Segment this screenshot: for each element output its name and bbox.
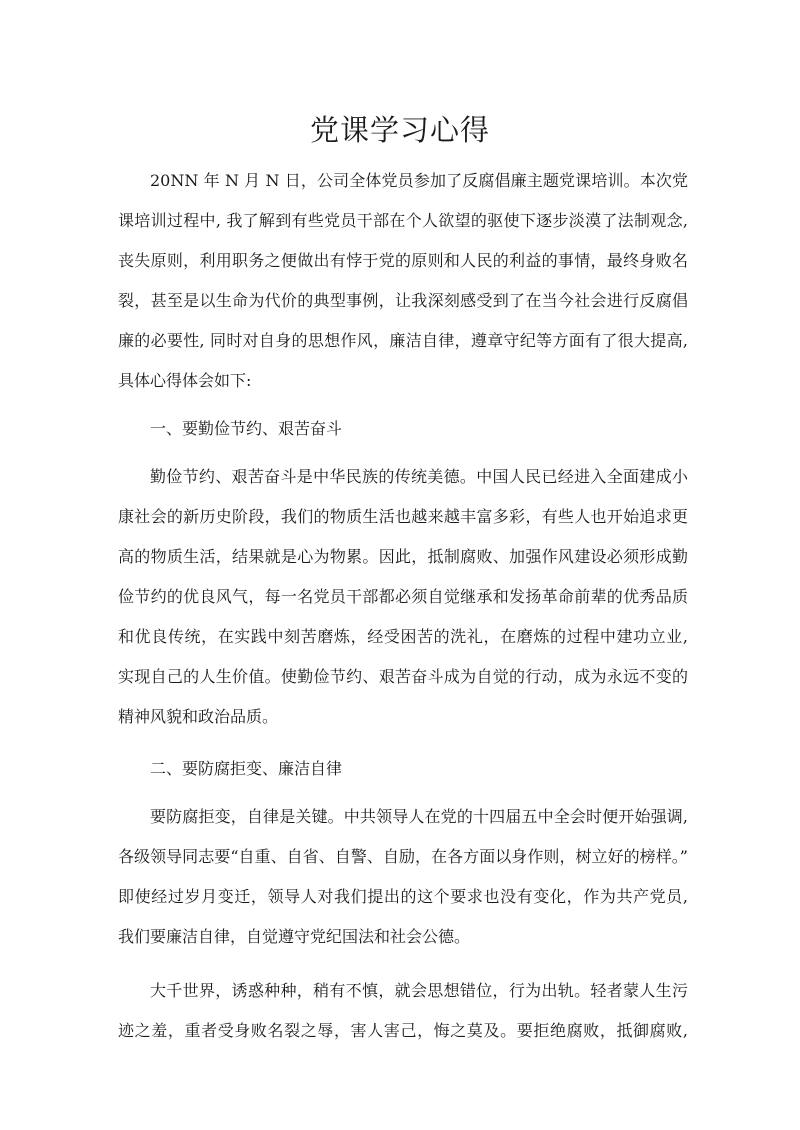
text-line: 大千世界，诱惑种种，稍有不慎，就会思想错位，行为出轨。轻者蒙人生污 [150,981,688,1000]
text-line: 高的物质生活，结果就是心为物累。因此，抵制腐败、加强作风建设必须形成勤 [118,547,688,566]
text-line: 具体心得体会如下: [118,371,252,390]
section-heading-2 [118,749,688,789]
paragraph-thrift [118,457,688,737]
text-line: 丧失原则，利用职务之便做出有悖于党的原则和人民的利益的事情，最终身败名 [118,251,688,270]
text-line: 裂，甚至是以生命为代价的典型事例，让我深刻感受到了在当今社会进行反腐倡 [118,291,688,310]
document-title: 党课学习心得 [309,113,490,147]
text-line: 20NN 年 N 月 N 日，公司全体党员参加了反腐倡廉主题党课培训。本次党 [150,171,688,190]
text-line: 各级领导同志要“自重、自省、自警、自励，在各方面以身作则，树立好的榜样。” [118,847,688,866]
text-line: 要防腐拒变，自律是关键。中共领导人在党的十四届五中全会时便开始强调, [150,807,688,826]
paragraph-self-discipline [118,797,688,957]
text-line: 课培训过程中, 我了解到有些党员干部在个人欲望的驱使下逐步淡漠了法制观念, [118,211,688,230]
text-line: 廉的必要性, 同时对自身的思想作风，廉洁自律，遵章守纪等方面有了很大提高, [118,331,688,350]
paragraph-intro [118,161,688,401]
document-body [118,161,688,1051]
text-line: 勤俭节约、艰苦奋斗是中华民族的传统美德。中国人民已经进入全面建成小 [150,467,688,486]
text-line: 和优良传统，在实践中刻苦磨炼，经受困苦的洗礼，在磨炼的过程中建功立业, [118,627,688,646]
section-heading: 一、要勤俭节约、艰苦奋斗 [150,419,343,438]
paragraph-temptation [118,971,688,1051]
text-line: 康社会的新历史阶段，我们的物质生活也越来越丰富多彩，有些人也开始追求更 [118,507,688,526]
text-line: 迹之羞，重者受身败名裂之辱，害人害己，悔之莫及。要拒绝腐败，抵御腐败, [118,1021,688,1040]
section-heading: 二、要防腐拒变、廉洁自律 [150,759,343,778]
text-line: 即使经过岁月变迁，领导人对我们提出的这个要求也没有变化，作为共产党员, [118,887,688,906]
text-line: 实现自己的人生价值。使勤俭节约、艰苦奋斗成为自觉的行动，成为永远不变的 [118,667,688,686]
section-heading-1 [118,409,688,449]
text-line: 俭节约的优良风气，每一名党员干部都必须自觉继承和发扬革命前辈的优秀品质 [118,587,688,606]
text-line: 精神风貌和政治品质。 [118,707,279,726]
text-line: 我们要廉洁自律，自觉遵守党纪国法和社会公德。 [118,927,471,946]
